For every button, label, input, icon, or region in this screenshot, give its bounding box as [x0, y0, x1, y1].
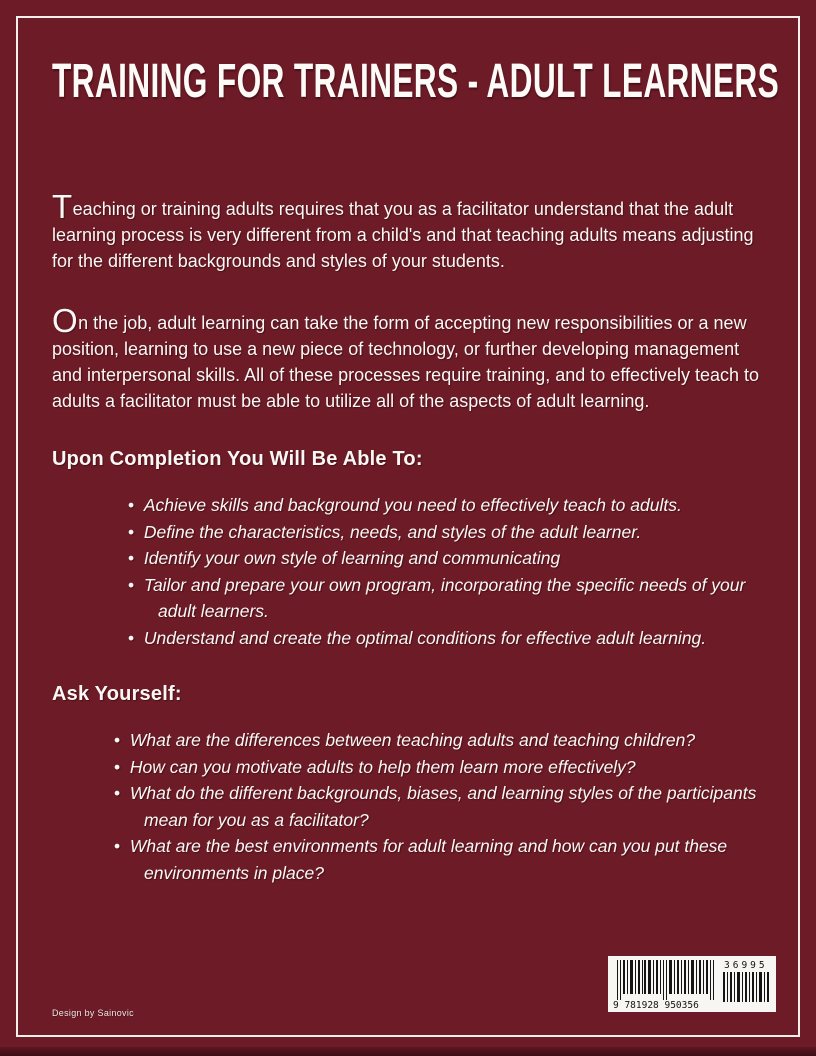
page-bottom-edge [0, 1047, 816, 1056]
ask-yourself-heading: Ask Yourself: [52, 683, 182, 705]
bullet-item: • What are the differences between teaching adults and teaching children? [52, 727, 766, 754]
bullet-item: • Understand and create the optimal conditions for effective adult learning. [66, 625, 766, 652]
design-credit: Design by Sainovic [52, 1008, 134, 1018]
drop-cap-t: T [52, 188, 73, 225]
bullet-item: • Define the characteristics, needs, and styles of the adult learner. [66, 519, 766, 546]
isbn-barcode [608, 956, 776, 1012]
bullet-item: • Identify your own style of learning and communicating [66, 545, 766, 572]
price-code-number: 36995 [724, 960, 768, 971]
completion-heading: Upon Completion You Will Be Able To: [52, 448, 423, 470]
ask-yourself-bullet-list [52, 727, 766, 886]
barcode-graphic [611, 958, 773, 1010]
bullet-item: • How can you motivate adults to help them learn more effectively? [52, 754, 766, 781]
bullet-item: • Tailor and prepare your own program, incorporating the specific needs of your adult learners. [66, 572, 766, 625]
paragraph-text: n the job, adult learning can take the form of accepting new responsibilities or a new position, learning to use a new piece of technology, or further developing management and interpersonal skills. All of these processes require training, and to effectively teach to adults a facilitator must be able to utilize all of the aspects of adult learning. [52, 313, 760, 411]
bullet-item: • What do the different backgrounds, biases, and learning styles of the participants mean for you as a facilitator? [52, 780, 766, 833]
page-title: TRAINING FOR TRAINERS - ADULT LEARNERS [52, 55, 780, 108]
paragraph-text: eaching or training adults requires that you as a facilitator understand that the adult learning process is very different from a child's and that teaching adults means adjusting for the different backgrounds and styles of your students. [52, 199, 754, 271]
intro-paragraph-teaching [52, 188, 766, 274]
bullet-item: • Achieve skills and background you need to effectively teach to adults. [66, 492, 766, 519]
drop-cap-o: O [52, 302, 79, 339]
completion-bullet-list [66, 492, 766, 651]
bullet-item: • What are the best environments for adult learning and how can you put these environments in place? [52, 833, 766, 886]
intro-paragraph-on-the-job [52, 302, 766, 414]
isbn-number: 9 781928 950356 [613, 1000, 699, 1010]
